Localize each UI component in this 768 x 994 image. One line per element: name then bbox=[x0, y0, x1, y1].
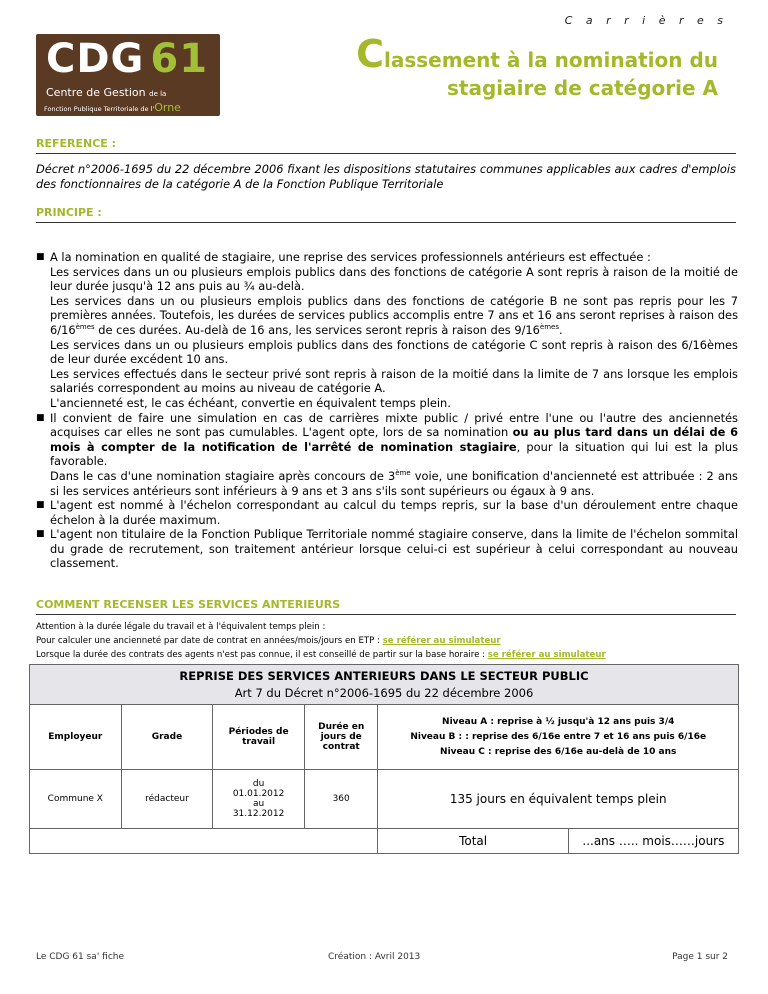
logo-main bbox=[46, 36, 208, 82]
simulateur-link-2[interactable]: se référer au simulateur bbox=[487, 650, 606, 660]
comment-heading: COMMENT RECENSER LES SERVICES ANTERIEURS bbox=[36, 598, 736, 615]
total-row bbox=[30, 829, 739, 854]
title-initial: C bbox=[356, 32, 385, 76]
title-line2: stagiaire de catégorie A bbox=[447, 76, 718, 100]
list-item: ■ L'agent non titulaire de la Fonction Publique Territoriale nommé stagiaire conserve, dans la limite de l'échelon sommital du grade de recrutement, son traitement antérieur lorsque celui-ci est supérieur à celui correspondant au nouveau classement. bbox=[36, 527, 738, 571]
simulateur-link-1[interactable]: se référer au simulateur bbox=[382, 636, 501, 646]
level-c: Niveau C : reprise des 6/16e au-delà de 10 ans bbox=[440, 747, 677, 757]
col-niveaux bbox=[378, 705, 739, 770]
level-b: Niveau B : : reprise des 6/16e entre 7 et 16 ans puis 6/16e bbox=[410, 732, 707, 742]
cell-employeur: Commune X bbox=[30, 770, 122, 829]
principe-heading: PRINCIPE : bbox=[36, 206, 736, 223]
logo-number: 61 bbox=[150, 36, 209, 82]
cell-grade: rédacteur bbox=[121, 770, 213, 829]
footer-left: Le CDG 61 sa' fiche bbox=[36, 952, 125, 962]
table-row bbox=[30, 770, 739, 829]
cell-equivalent: 135 jours en équivalent temps plein bbox=[378, 770, 739, 829]
comment-line3: Lorsque la durée des contrats des agents n'est pas connue, il est conseillé de partir sur la base horaire : se référer au simulateur bbox=[36, 650, 606, 660]
cell-duree: 360 bbox=[304, 770, 378, 829]
reference-heading: REFERENCE : bbox=[36, 137, 736, 154]
title-line1: lassement à la nomination du bbox=[384, 48, 718, 72]
table-header bbox=[30, 665, 739, 705]
total-value: ...ans ….. mois……jours bbox=[568, 829, 738, 854]
list-item: ■ Il convient de faire une simulation en cas de carrières mixte public / privé entre l'une ou l'autre des anciennetés acquises car elles ne sont pas cumulables. L'agent opte, lors de sa nomination ou au plus tard dans un délai de 6 mois à compter de la notification de l'arrêté de nomination stagiaire, pour la situation qui lui est la plus favorable. Dans le cas d'une nomination stagiaire après concours de 3ème voie, une bonification d'ancienneté est attribuée : 2 ans si les services antérieurs sont inférieurs à 9 ans et 3 ans s'ils sont supérieurs ou égaux à 9 ans. bbox=[36, 410, 738, 498]
list-item: ■ L'agent est nommé à l'échelon correspondant au calcul du temps repris, sur la base d'un déroulement entre chaque échelon à la durée maximum. bbox=[36, 498, 738, 527]
table-title: REPRISE DES SERVICES ANTERIEURS DANS LE SECTEUR PUBLIC bbox=[179, 669, 589, 683]
cell-periodes: du 01.01.2012 au 31.12.2012 bbox=[213, 770, 305, 829]
footer-center: Création : Avril 2013 bbox=[328, 952, 421, 962]
comment-line1: Attention à la durée légale du travail et à l'équivalent temps plein : bbox=[36, 622, 326, 632]
page-title bbox=[240, 32, 718, 102]
total-spacer bbox=[30, 829, 378, 854]
col-employeur: Employeur bbox=[30, 705, 122, 770]
total-label: Total bbox=[378, 829, 568, 854]
col-periodes: Périodes de travail bbox=[213, 705, 305, 770]
footer-page: Page 1 sur 2 bbox=[672, 952, 728, 962]
reference-text: Décret n°2006-1695 du 22 décembre 2006 fixant les dispositions statutaires communes applicables aux cadres d'emplois des fonctionnaires de la catégorie A de la Fonction Publique Territoriale bbox=[36, 162, 736, 191]
category-label: C a r r i è r e s bbox=[564, 14, 728, 27]
list-item: ■ A la nomination en qualité de stagiaire, une reprise des services professionnels antérieurs est effectuée : Les services dans un ou plusieurs emplois publics dans des fonctions de catégorie A sont repris à raison de la moitié de leur durée jusqu'à 12 ans puis au ¾ au-delà. Les services dans un ou plusieurs emplois publics dans des fonctions de catégorie B ne sont pas repris pour les 7 premières années. Toutefois, les durées de services publics accomplis entre 7 ans et 16 ans seront reprises à raison des 6/16èmes de ces durées. Au-delà de 16 ans, les services seront repris à raison des 9/16èmes. Les services dans un ou plusieurs emplois publics dans des fonctions de catégorie C sont repris à raison des 6/16èmes de leur durée excédent 10 ans. Les services effectués dans le secteur privé sont repris à raison de la moitié dans la limite de 7 ans lorsque les emplois salariés correspondent au moins au niveau de catégorie A. L'ancienneté est, le cas échéant, convertie en équivalent temps plein. bbox=[36, 250, 738, 410]
level-a: Niveau A : reprise à ½ jusqu'à 12 ans puis 3/4 bbox=[442, 717, 675, 727]
col-duree: Durée en jours de contrat bbox=[304, 705, 378, 770]
logo-cdg-text: CDG bbox=[46, 36, 145, 82]
col-grade: Grade bbox=[121, 705, 213, 770]
comment-line2: Pour calculer une ancienneté par date de contrat en années/mois/jours en ETP : se référer au simulateur bbox=[36, 636, 501, 646]
cdg61-logo bbox=[36, 34, 220, 116]
reprise-table bbox=[29, 664, 739, 854]
logo-line2: Fonction Publique Territoriale de l'Orne bbox=[44, 101, 181, 114]
table-subtitle: Art 7 du Décret n°2006-1695 du 22 décembre 2006 bbox=[234, 686, 534, 700]
principe-body bbox=[36, 250, 738, 571]
logo-line1: Centre de Gestion de la bbox=[46, 86, 167, 99]
